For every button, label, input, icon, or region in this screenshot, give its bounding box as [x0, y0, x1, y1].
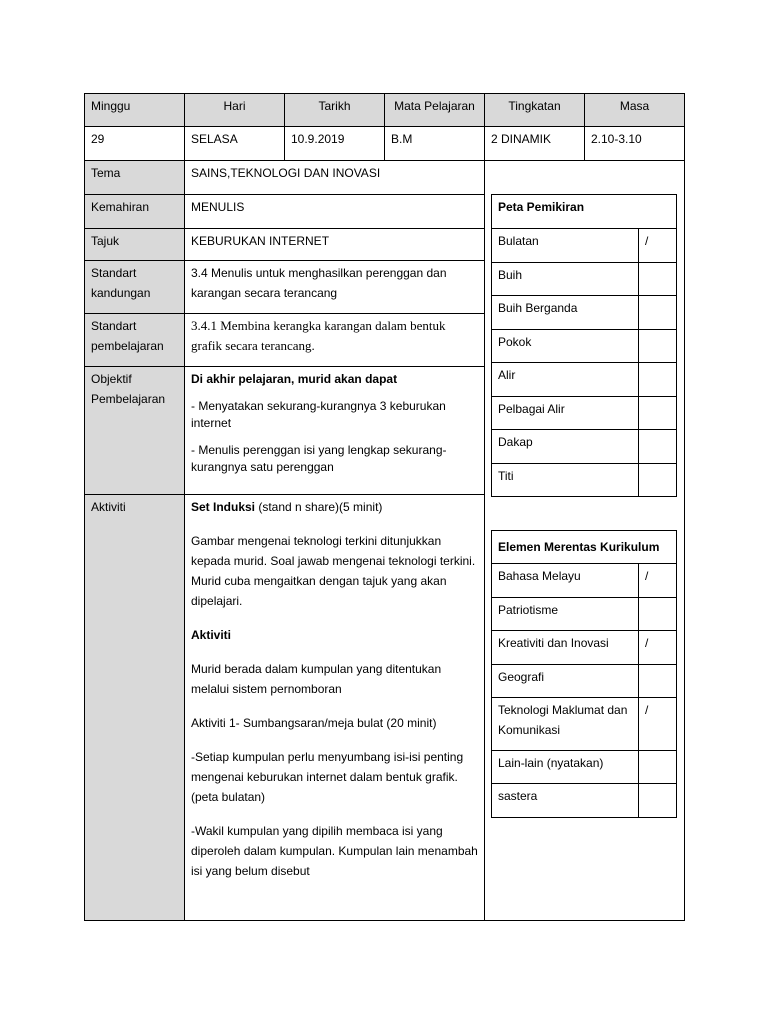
- aktiviti-step: -Wakil kumpulan yang dipilih membaca isi yang diperoleh dalam kumpulan. Kumpulan lain menambah isi yang belum disebut: [191, 824, 478, 878]
- objektif-item: - Menulis perenggan isi yang lengkap sekurang-kurangnya satu perenggan: [191, 443, 447, 474]
- emk-item-mark: [638, 597, 677, 631]
- peta-item-mark: [638, 429, 677, 464]
- peta-pemikiran-title: Peta Pemikiran: [491, 194, 677, 229]
- kemahiran-value: MENULIS: [184, 194, 485, 229]
- emk-item-mark: /: [638, 697, 677, 751]
- standart-kandungan-label: Standart kandungan: [84, 260, 185, 314]
- peta-item-mark: [638, 262, 677, 296]
- peta-item-mark: [638, 329, 677, 363]
- emk-item-label: Bahasa Melayu: [491, 563, 639, 598]
- peta-item-label: Dakap: [491, 429, 639, 464]
- objektif-intro: Di akhir pelajaran, murid akan dapat: [191, 372, 398, 386]
- tema-label: Tema: [84, 160, 185, 195]
- emk-item-mark: [638, 750, 677, 784]
- peta-item-label: Buih: [491, 262, 639, 296]
- peta-item-label: Alir: [491, 362, 639, 397]
- emk-item-mark: /: [638, 630, 677, 665]
- header-hari: Hari: [184, 93, 285, 127]
- emk-title: Elemen Merentas Kurikulum: [491, 530, 677, 564]
- aktiviti-label: Aktiviti: [84, 494, 185, 921]
- aktiviti-step: -Setiap kumpulan perlu menyumbang isi-isi penting mengenai keburukan internet dalam bentuk grafik.(peta bulatan): [191, 750, 464, 804]
- peta-item-mark: /: [638, 228, 677, 263]
- kemahiran-label: Kemahiran: [84, 194, 185, 229]
- aktiviti-content: [184, 494, 485, 921]
- tarikh-value: 10.9.2019: [284, 126, 385, 161]
- peta-item-mark: [638, 295, 677, 330]
- peta-item-mark: [638, 396, 677, 430]
- peta-item-mark: [638, 362, 677, 397]
- objektif-value: [184, 366, 485, 495]
- emk-item-label: sastera: [491, 783, 639, 818]
- emk-item-mark: [638, 783, 677, 818]
- header-tarikh: Tarikh: [284, 93, 385, 127]
- aktiviti-heading: Aktiviti: [191, 628, 232, 642]
- emk-item-label: Kreativiti dan Inovasi: [491, 630, 639, 665]
- set-induksi-heading: Set Induksi (stand n share)(5 minit): [191, 500, 383, 514]
- standart-kandungan-value: 3.4 Menulis untuk menghasilkan perenggan dan karangan secara terancang: [184, 260, 485, 314]
- minggu-value: 29: [84, 126, 185, 161]
- emk-item-label: Geografi: [491, 664, 639, 698]
- emk-item-label: Lain-lain (nyatakan): [491, 750, 639, 784]
- peta-item-label: Buih Berganda: [491, 295, 639, 330]
- header-mata-pelajaran: Mata Pelajaran: [384, 93, 485, 127]
- peta-item-mark: [638, 463, 677, 497]
- tingkatan-value: 2 DINAMIK: [484, 126, 585, 161]
- peta-item-label: Pelbagai Alir: [491, 396, 639, 430]
- tajuk-label: Tajuk: [84, 228, 185, 261]
- set-induksi-desc: Gambar mengenai teknologi terkini ditunjukkan kepada murid. Soal jawab mengenai teknologi terkini. Murid cuba mengaitkan dengan tajuk yang akan dipelajari.: [191, 534, 476, 608]
- standart-pembelajaran-value: 3.4.1 Membina kerangka karangan dalam bentuk grafik secara terancang.: [184, 313, 485, 367]
- masa-value: 2.10-3.10: [584, 126, 685, 161]
- hari-value: SELASA: [184, 126, 285, 161]
- emk-item-mark: [638, 664, 677, 698]
- emk-item-mark: /: [638, 563, 677, 598]
- emk-item-label: Teknologi Maklumat dan Komunikasi: [491, 697, 639, 751]
- objektif-label: Objektif Pembelajaran: [84, 366, 185, 495]
- tajuk-value: KEBURUKAN INTERNET: [184, 228, 485, 261]
- mata-pelajaran-value: B.M: [384, 126, 485, 161]
- emk-item-label: Patriotisme: [491, 597, 639, 631]
- tema-value: SAINS,TEKNOLOGI DAN INOVASI: [184, 160, 485, 195]
- peta-item-label: Bulatan: [491, 228, 639, 263]
- header-tingkatan: Tingkatan: [484, 93, 585, 127]
- standart-pembelajaran-label: Standart pembelajaran: [84, 313, 185, 367]
- header-masa: Masa: [584, 93, 685, 127]
- aktiviti-1-text: Aktiviti 1- Sumbangsaran/meja bulat (20 minit): [191, 716, 437, 730]
- kumpulan-text: Murid berada dalam kumpulan yang ditentukan melalui sistem pernomboran: [191, 662, 442, 696]
- peta-item-label: Titi: [491, 463, 639, 497]
- header-minggu: Minggu: [84, 93, 185, 127]
- peta-item-label: Pokok: [491, 329, 639, 363]
- objektif-item: - Menyatakan sekurang-kurangnya 3 keburukan internet: [191, 399, 446, 430]
